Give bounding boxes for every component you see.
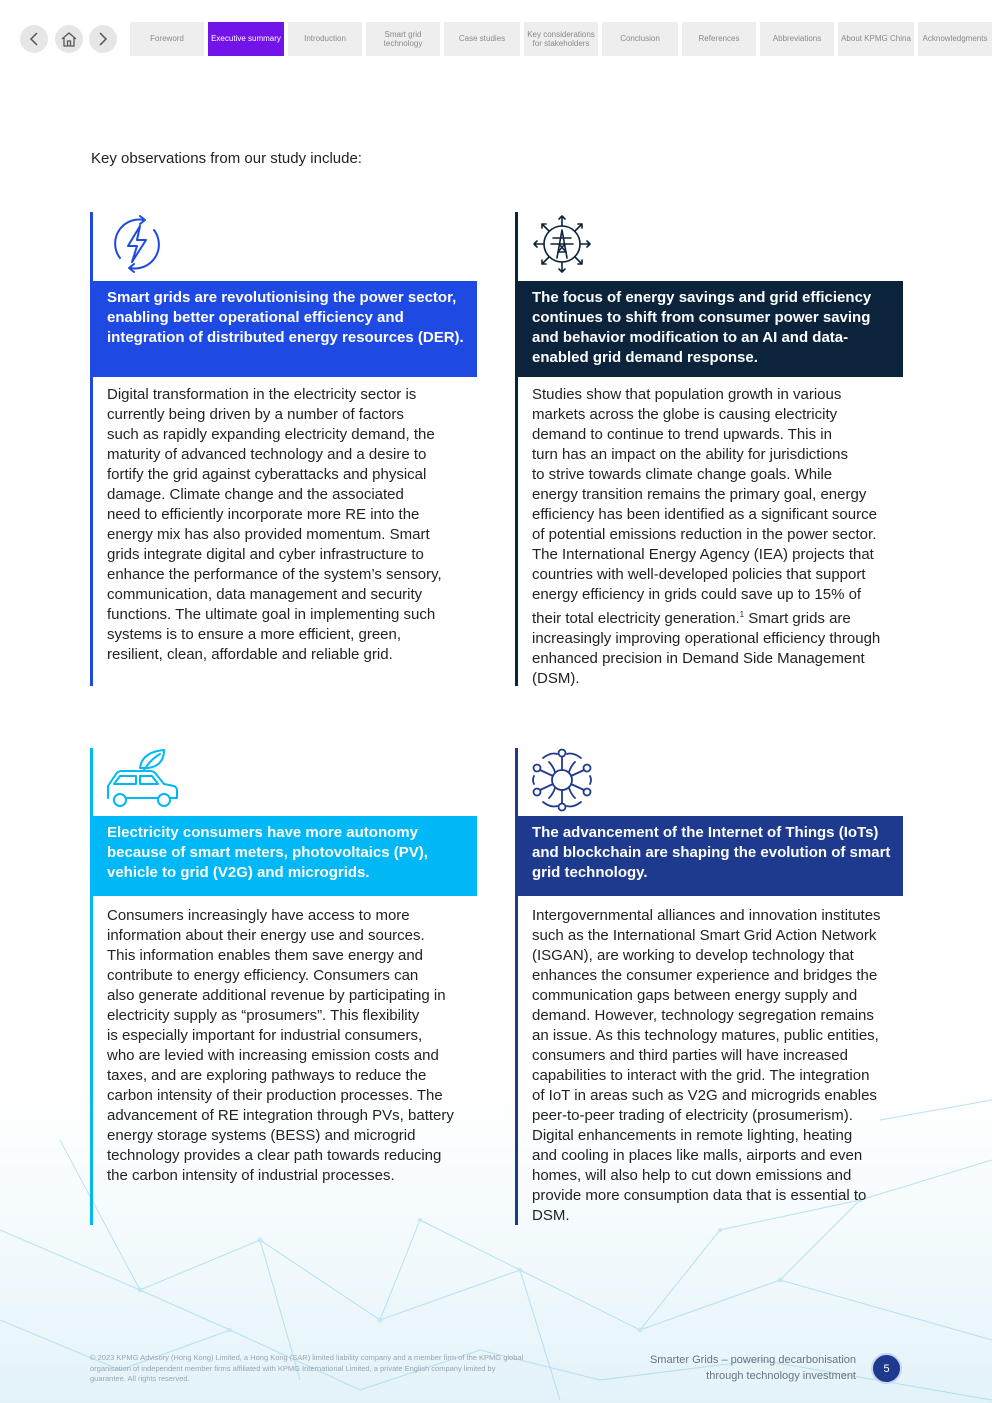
home-button[interactable] xyxy=(55,25,83,53)
tab-introduction[interactable]: Introduction xyxy=(288,22,362,56)
network-iot-icon xyxy=(531,748,593,812)
chevron-left-icon xyxy=(27,31,41,47)
publication-title-line1: Smarter Grids – powering decarbonisation xyxy=(649,1354,856,1366)
observation-card-energy-savings xyxy=(515,212,903,686)
card-body-text: Consumers increasingly have access to more information about their energy use and sources. This information enables them save energy and contribute to energy efficiency. Consumers can also generate additional revenue by participating in electricity supply as “prosumers”. This flexibility is especially important for industrial consumers, who are levied with increasing emission costs and taxes, and are exploring pathways to reduce the carbon intensity of their production processes. The advancement of RE integration through PVs, battery energy storage systems (BESS) and microgrid technology provides a clear path towards reducing the carbon intensity of industrial processes. xyxy=(107,907,454,1184)
observation-card-consumer-autonomy xyxy=(90,748,477,1225)
tab-smart-grid-technology[interactable]: Smart grid technology xyxy=(366,22,440,56)
tab-references[interactable]: References xyxy=(682,22,756,56)
electric-car-leaf-icon xyxy=(106,748,178,812)
tab-conclusion[interactable]: Conclusion xyxy=(602,22,678,56)
top-navigation xyxy=(0,21,992,57)
observation-card-smart-grids xyxy=(90,212,477,686)
card-body-text: Intergovernmental alliances and innovation institutes such as the International Smart Grid Action Network (ISGAN), are working to develop technology that enhances the consumer experience and bridges the communication gaps between energy supply and demand. However, technology segregation remains an issue. As this technology matures, public entities, consumers and third parties will have increased capabilities to interact with the grid. The integration of IoT in areas such as V2G and microgrids enables peer-to-peer trading of electricity (prosumerism). Digital enhancements in remote lighting, heating and cooling in places like malls, airports and even homes, will also help to cut down emissions and provide more consumption data that is essential to DSM. xyxy=(532,907,881,1224)
tab-executive-summary[interactable]: Executive summary xyxy=(208,22,284,56)
tab-acknowledgments[interactable]: Acknowledgments xyxy=(918,22,992,56)
tab-case-studies[interactable]: Case studies xyxy=(444,22,520,56)
tab-abbreviations[interactable]: Abbreviations xyxy=(760,22,834,56)
card-heading: Smart grids are revolutionising the power sector, enabling better operational efficiency and integration of distributed energy resources (DER). xyxy=(93,281,477,377)
card-body-text-part1: Studies show that population growth in various markets across the globe is causing electricity demand to continue to trend upwards. This in turn has an impact on the ability for jurisdictions to strive towards climate change goals. While energy transition remains the primary goal, energy efficiency has been identified as a significant source of potential emissions reduction in the power sector. The International Energy Agency (IEA) projects that countries with well-developed policies that support energy efficiency in grids could save up to 15% of their total electricity generation. xyxy=(532,386,877,627)
card-heading: The focus of energy savings and grid efficiency continues to shift from consumer power saving and behavior modification to an AI and data-enabled grid demand response. xyxy=(518,281,903,377)
card-body-text-part2: Smart grids are increasingly improving operational efficiency through enhanced precision in Demand Side Management (DSM). xyxy=(532,610,881,687)
tab-about-kpmg-china[interactable]: About KPMG China xyxy=(838,22,914,56)
forward-button[interactable] xyxy=(89,25,117,53)
home-icon xyxy=(60,31,78,47)
lightning-bolt-icon xyxy=(106,212,168,276)
tab-foreword[interactable]: Foreword xyxy=(130,22,204,56)
publication-title-line2: through technology investment xyxy=(706,1370,856,1382)
page-number: 5 xyxy=(871,1353,902,1384)
transmission-tower-icon xyxy=(531,212,593,276)
legal-disclaimer: © 2023 KPMG Advisory (Hong Kong) Limited, a Hong Kong (SAR) limited liability company and a member firm of the KPMG global organisation of independent member firms affiliated with KPMG International Limited, a private English company limited by guarantee. All rights reserved. xyxy=(90,1353,524,1383)
observation-card-iot-blockchain xyxy=(515,748,903,1225)
tab-key-considerations[interactable]: Key considerations for stakeholders xyxy=(524,22,598,56)
intro-text: Key observations from our study include: xyxy=(91,150,362,167)
card-body-text xyxy=(532,385,902,689)
chevron-right-icon xyxy=(96,31,110,47)
back-button[interactable] xyxy=(20,25,48,53)
card-heading: The advancement of the Internet of Things (IoTs) and blockchain are shaping the evolution of smart grid technology. xyxy=(518,816,903,896)
card-heading: Electricity consumers have more autonomy because of smart meters, photovoltaics (PV), vehicle to grid (V2G) and microgrids. xyxy=(93,816,477,896)
publication-title xyxy=(650,1352,856,1384)
footnote-marker[interactable]: 1 xyxy=(739,610,745,619)
card-body-text: Digital transformation in the electricity sector is currently being driven by a number of factors such as rapidly expanding electricity demand, the maturity of advanced technology and a desire to fortify the grid against cyberattacks and physical damage. Climate change and the associated need to efficiently incorporate more RE into the energy mix has also provided momentum. Smart grids integrate digital and cyber infrastructure to enhance the performance of the system’s sensory, communication, data management and security functions. The ultimate goal in implementing such systems is to ensure a more efficient, green, resilient, clean, affordable and reliable grid. xyxy=(107,386,442,663)
